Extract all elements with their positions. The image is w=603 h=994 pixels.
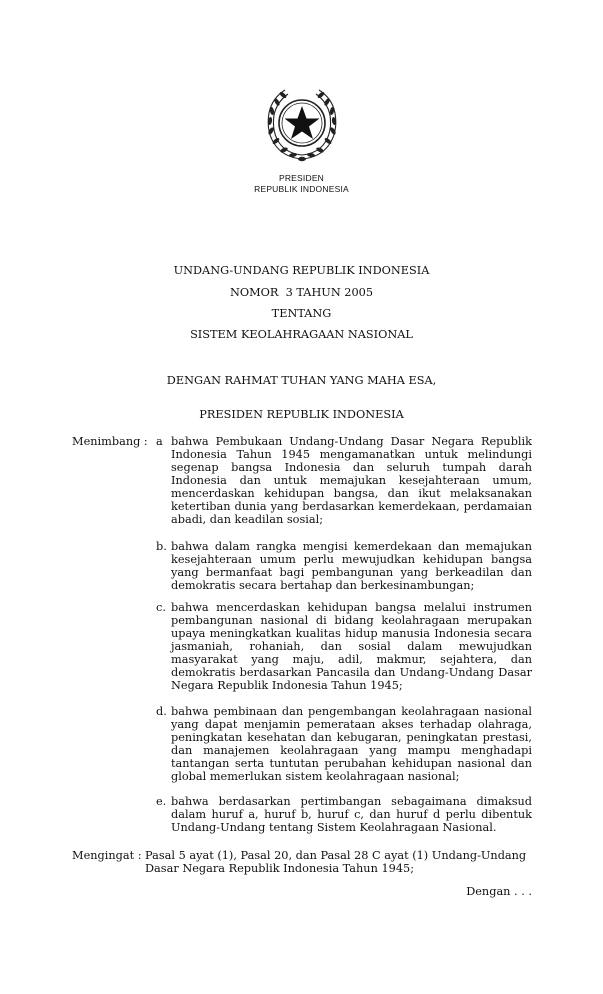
menimbang-item-d: bahwa pembinaan dan pengembangan keolahragaan nasional yang dapat menjamin pemerataan akses terhadap olahraga, peningkatan kesehatan dan kebugaran, peningkatan prestasi, dan manajemen keolahragaan yang mampu menghadapi tantangan serta tuntutan perubahan kehidupan nasional dan global memerlukan sistem keolahragaan nasional; [171, 705, 532, 783]
menimbang-item-c: bahwa mencerdaskan kehidupan bangsa melalui instrumen pembangunan nasional di bidang keolahragaan merupakan upaya meningkatkan kualitas hidup manusia Indonesia secara jasmaniah, rohaniah, dan sosial dalam mewujudkan masyarakat yang maju, adil, makmur, sejahtera, dan demokratis berdasarkan Pancasila dan Undang-Undang Dasar Negara Republik Indonesia Tahun 1945; [171, 601, 532, 692]
garuda-star-emblem-icon [263, 85, 341, 163]
law-subject: SISTEM KEOLAHRAGAAN NASIONAL [190, 328, 413, 341]
letterhead-line-2: REPUBLIK INDONESIA [254, 184, 349, 194]
menimbang-item-b: bahwa dalam rangka mengisi kemerdekaan dan memajukan kesejahteraan umum perlu mewujudkan kehidupan bangsa yang bermanfaat bagi pembangunan yang berkeadilan dan demokratis secara bertahap dan berkesinambungan; [171, 540, 532, 592]
preamble-president: PRESIDEN REPUBLIK INDONESIA [199, 408, 404, 421]
continuation-marker: Dengan . . . [466, 885, 532, 898]
item-marker: e. [156, 795, 167, 808]
menimbang-item-e: bahwa berdasarkan pertimbangan sebagaimana dimaksud dalam huruf a, huruf b, huruf c, dan huruf d perlu dibentuk Undang-Undang tentang Sistem Keolahragaan Nasional. [171, 795, 532, 834]
item-marker: c. [156, 601, 166, 614]
item-marker: a [156, 435, 163, 448]
law-title: UNDANG-UNDANG REPUBLIK INDONESIA [173, 264, 430, 277]
law-number: NOMOR 3 TAHUN 2005 [229, 286, 374, 299]
letterhead-line-1: PRESIDEN [278, 173, 325, 183]
mengingat-text: Pasal 5 ayat (1), Pasal 20, dan Pasal 28 C ayat (1) Undang-Undang Dasar Negara Republik Indonesia Tahun 1945; [145, 849, 527, 875]
law-about: TENTANG [271, 307, 332, 320]
preamble-invocation: DENGAN RAHMAT TUHAN YANG MAHA ESA, [166, 374, 437, 387]
menimbang-item-a: bahwa Pembukaan Undang-Undang Dasar Negara Republik Indonesia Tahun 1945 mengamanatkan untuk melindungi segenap bangsa Indonesia dan seluruh tumpah darah Indonesia dan untuk memajukan kesejahteraan umum, mencerdaskan kehidupan bangsa, dan ikut melaksanakan ketertiban dunia yang berdasarkan kemerdekaan, perdamaian abadi, dan keadilan sosial; [171, 435, 532, 526]
menimbang-label: Menimbang : [72, 435, 148, 448]
mengingat-label: Mengingat : [72, 849, 142, 862]
item-marker: d. [156, 705, 167, 718]
item-marker: b. [156, 540, 167, 553]
